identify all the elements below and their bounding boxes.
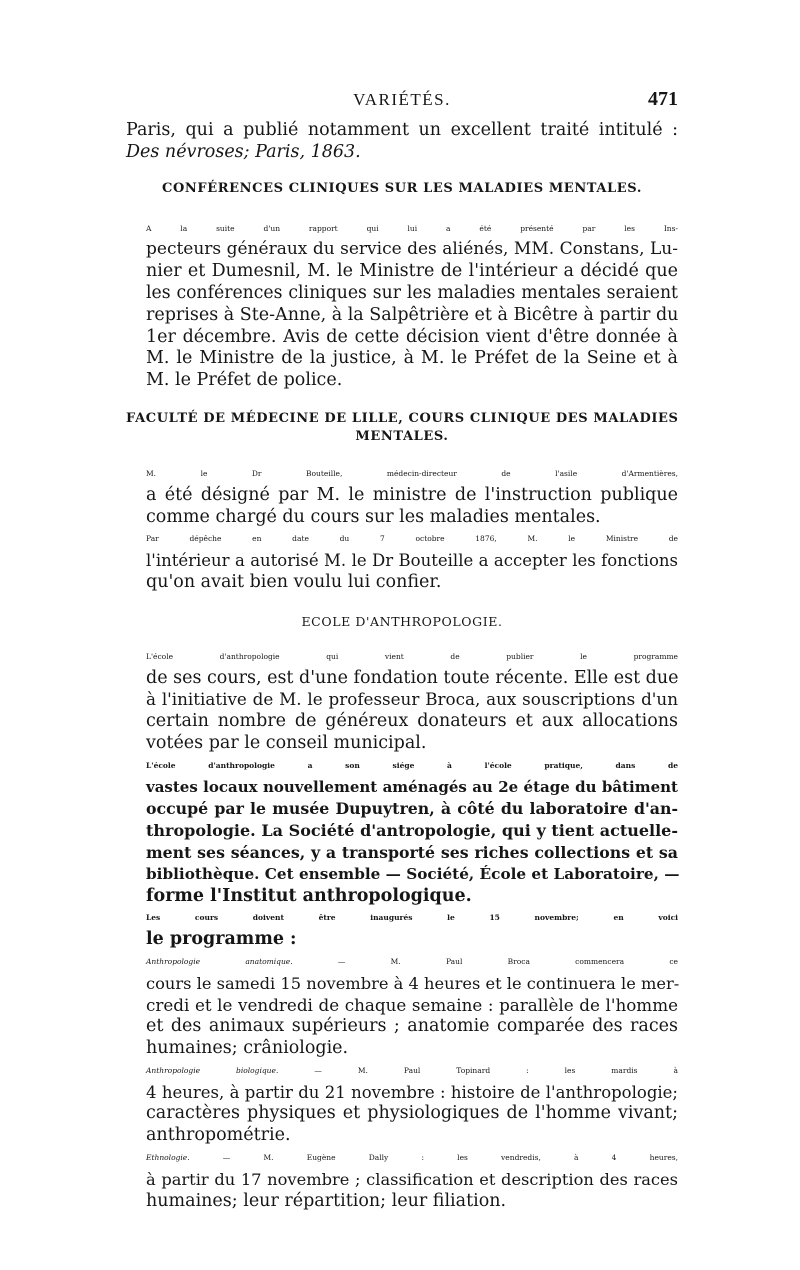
ecole-line: occupé par le musée Dupuytren, à côté du laboratoire d'an- (146, 799, 678, 819)
section-heading-conferences (126, 180, 678, 198)
ecole-paragraph-1 (126, 646, 678, 755)
ecole-line: Les cours doivent être inaugurés le 15 novembre; en voici (146, 913, 678, 923)
course-lead: — M. Paul Broca commencera ce (292, 956, 678, 966)
lille-line: qu'on avait bien voulu lui confier. (146, 571, 442, 592)
page-number: 471 (648, 88, 678, 110)
ecole-line: forme l'Institut anthropologique. (146, 885, 472, 906)
lille-line: M. le Dr Bouteille, médecin-directeur de l'asile d'Armentières, (146, 468, 678, 478)
course-line (126, 951, 678, 973)
ecole-line: à l'initiative de M. le professeur Broca, aux souscriptions d'un (146, 689, 678, 710)
course-title: Ethnologie. (146, 1153, 190, 1163)
section2-heading-line: FACULTÉ DE MÉDECINE DE LILLE, COURS CLINIQUE DES MALADIES (126, 410, 679, 426)
ecole-line: ment ses séances, y a transporté ses riches collections et sa (146, 842, 678, 862)
section1-heading-line: CONFÉRENCES CLINIQUES SUR LES MALADIES MENTALES. (162, 180, 642, 196)
course-lead: — M. Eugène Dally : les vendredis, à 4 heures, (189, 1153, 678, 1163)
course-line: anthropométrie. (146, 1125, 291, 1146)
course-line (126, 1060, 678, 1082)
course-anatomique (126, 951, 678, 1060)
ecole-line: vastes locaux nouvellement aménagés au 2e étage du bâtiment (146, 777, 678, 796)
ecole-line: thropologie. La Société d'antropologie, qui y tient actuelle- (146, 821, 678, 841)
section-heading-ecole (126, 613, 678, 631)
ecole-line: votées par le conseil municipal. (146, 732, 427, 753)
conferences-paragraph (126, 218, 678, 392)
conferences-line: M. le Ministre de la justice, à M. le Préfet de la Seine et à (146, 348, 678, 369)
intro-paragraph (126, 120, 678, 164)
lille-paragraph-1 (126, 463, 678, 528)
course-line: humaines; crâniologie. (146, 1038, 349, 1059)
conferences-line: nier et Dumesnil, M. le Ministre de l'intérieur a décidé que (146, 261, 678, 282)
lille-line: comme chargé du cours sur les maladies mentales. (146, 506, 601, 527)
ecole-paragraph-2 (126, 755, 678, 908)
conferences-line: M. le Préfet de police. (146, 370, 343, 391)
section-heading-lille (126, 410, 678, 446)
course-line (126, 1147, 678, 1169)
intro-line-2 (126, 142, 678, 164)
intro-line-2-text: Des névroses; Paris, 1863. (126, 141, 361, 162)
course-line: à partir du 17 novembre ; classification et description des races (146, 1169, 678, 1189)
ecole-line: L'école d'anthropologie a son siége à l'école pratique, dans de (146, 760, 678, 770)
course-line: 4 heures, à partir du 21 novembre : histoire de l'anthropologie; (146, 1082, 678, 1102)
course-title: Anthropologie anatomique. (146, 956, 293, 966)
course-lead: — M. Paul Topinard : les mardis à (278, 1065, 678, 1075)
section2-heading-line: MENTALES. (355, 428, 449, 444)
conferences-line: 1er décembre. Avis de cette décision vient d'être donnée à (146, 326, 678, 347)
course-line: et des animaux supérieurs ; anatomie comparée des races (146, 1016, 678, 1037)
course-line: credi et le vendredi de chaque semaine : parallèle de l'homme (146, 994, 678, 1015)
ecole-line: L'école d'anthropologie qui vient de publier le programme (146, 651, 678, 661)
intro-line-1: Paris, qui a publié notamment un excellent traité intitulé : (126, 120, 678, 140)
conferences-line: pecteurs généraux du service des aliénés, MM. Constans, Lu- (146, 239, 678, 260)
ecole-line: de ses cours, est d'une fondation toute récente. Elle est due (146, 667, 679, 688)
course-line: humaines; leur répartition; leur filiation. (146, 1190, 507, 1211)
lille-line: Par dépêche en date du 7 octobre 1876, M. le Ministre de (146, 534, 678, 544)
course-title: Anthropologie biologique. (146, 1065, 279, 1075)
conferences-line: reprises à Ste-Anne, à la Salpêtrière et à Bicêtre à partir du (146, 304, 679, 325)
course-line: caractères physiques et physiologiques de l'homme vivant; (146, 1103, 678, 1124)
ecole-line: le programme : (146, 929, 297, 950)
course-ethnologie (126, 1147, 678, 1212)
conferences-line: A la suite d'un rapport qui lui a été présenté par les Ins- (146, 223, 678, 233)
lille-line: a été désigné par M. le ministre de l'instruction publique (146, 484, 678, 505)
course-line: cours le samedi 15 novembre à 4 heures et le continuera le mer- (146, 973, 680, 993)
conferences-line: les conférences cliniques sur les maladies mentales seraient (146, 282, 678, 303)
section3-heading-line: ECOLE D'ANTHROPOLOGIE. (301, 613, 503, 629)
lille-paragraph-2 (126, 528, 678, 593)
book-page (126, 90, 678, 1212)
ecole-paragraph-3 (126, 907, 678, 951)
running-head (126, 90, 678, 120)
course-biologique (126, 1060, 678, 1147)
running-title: VARIÉTÉS. (353, 90, 451, 109)
ecole-line: bibliothèque. Cet ensemble — Société, École et Laboratoire, — (146, 864, 680, 883)
ecole-line: certain nombre de généreux donateurs et aux allocations (146, 711, 678, 732)
lille-line: l'intérieur a autorisé M. le Dr Bouteille a accepter les fonctions (146, 551, 678, 571)
